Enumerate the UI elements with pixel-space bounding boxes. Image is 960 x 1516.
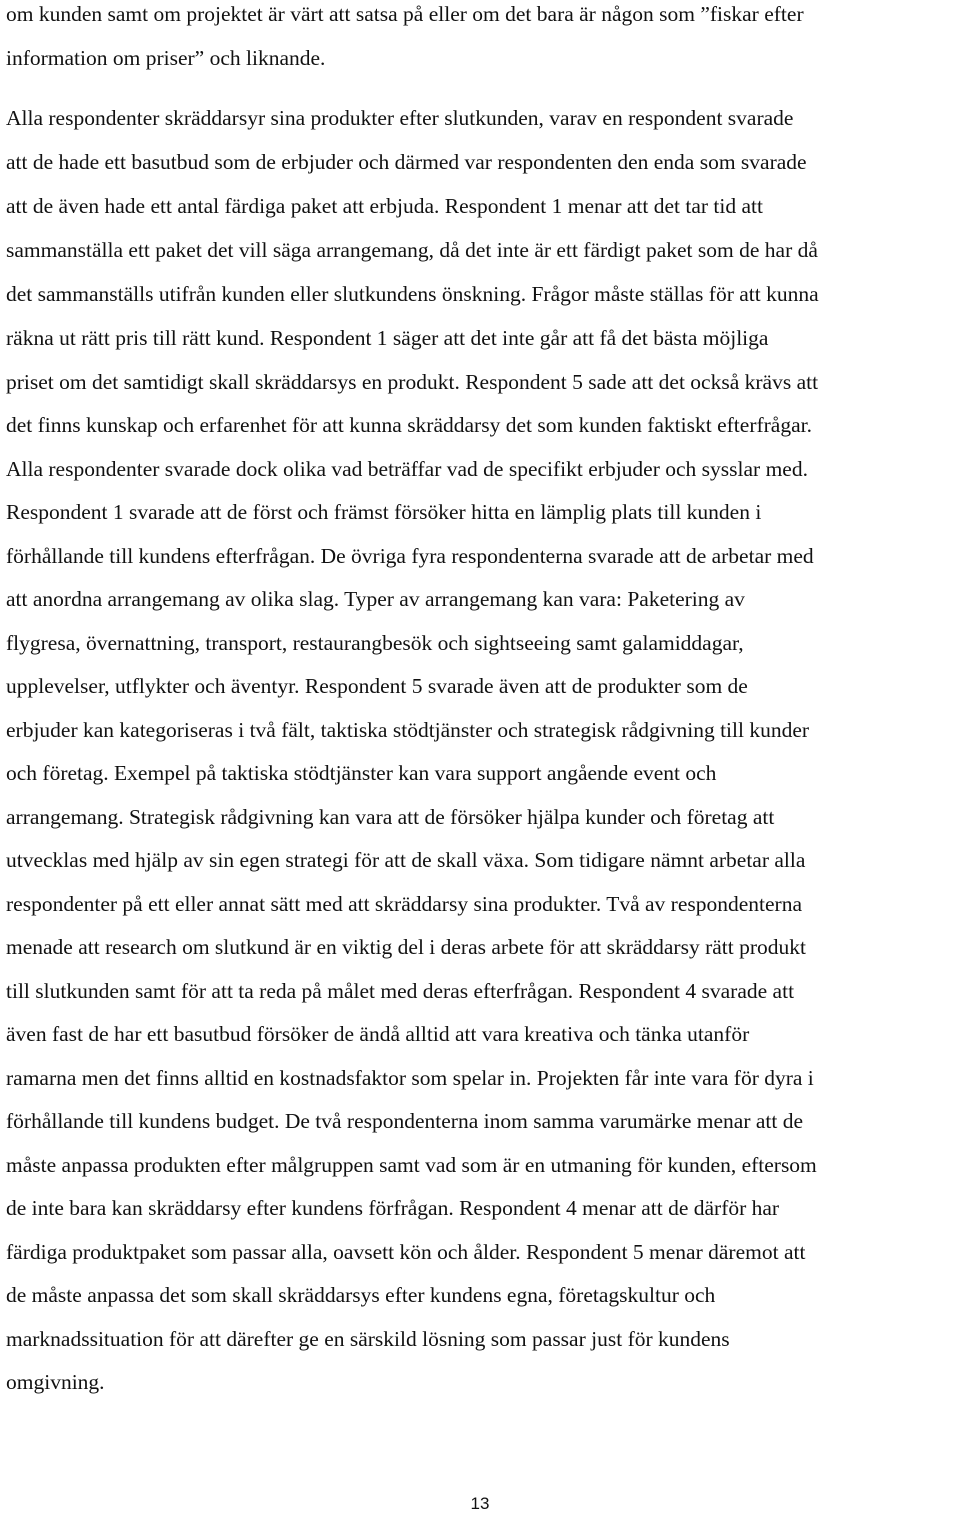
text-line: att de även hade ett antal färdiga paket att erbjuda. Respondent 1 menar att det tar tid att	[6, 194, 763, 218]
text-line: det sammanställs utifrån kunden eller slutkundens önskning. Frågor måste ställas för att kunna	[6, 282, 819, 306]
text-line: räkna ut rätt pris till rätt kund. Respondent 1 säger att det inte går att få det bästa möjliga	[6, 326, 769, 350]
text-line: att anordna arrangemang av olika slag. Typer av arrangemang kan vara: Paketering av	[6, 587, 745, 611]
text-line: och företag. Exempel på taktiska stödtjänster kan vara support angående event och	[6, 761, 717, 785]
text-line: sammanställa ett paket det vill säga arrangemang, då det inte är ett färdigt paket som de har då	[6, 238, 818, 262]
text-line: utvecklas med hjälp av sin egen strategi för att de skall växa. Som tidigare nämnt arbetar alla	[6, 848, 806, 872]
text-line: Respondent 1 svarade att de först och främst försöker hitta en lämplig plats till kunden i	[6, 500, 762, 524]
text-line: det finns kunskap och erfarenhet för att kunna skräddarsy det som kunden faktiskt efterfrågar.	[6, 413, 812, 437]
text-line: de inte bara kan skräddarsy efter kundens förfrågan. Respondent 4 menar att de därför har	[6, 1196, 780, 1220]
text-line: information om priser” och liknande.	[6, 46, 326, 70]
text-line: marknadssituation för att därefter ge en särskild lösning som passar just för kundens	[6, 1327, 730, 1351]
text-line: flygresa, övernattning, transport, restaurangbesök och sightseeing samt galamiddagar,	[6, 631, 744, 655]
text-line: upplevelser, utflykter och äventyr. Respondent 5 svarade även att de produkter som de	[6, 674, 748, 698]
text-line: Alla respondenter skräddarsyr sina produkter efter slutkunden, varav en respondent svarade	[6, 106, 794, 130]
text-line: ramarna men det finns alltid en kostnadsfaktor som spelar in. Projekten får inte vara för dyra i	[6, 1066, 814, 1090]
text-line: de måste anpassa det som skall skräddarsys efter kundens egna, företagskultur och	[6, 1283, 716, 1307]
text-line: Alla respondenter svarade dock olika vad beträffar vad de specifikt erbjuder och sysslar med.	[6, 457, 808, 481]
text-line: förhållande till kundens budget. De två respondenterna inom samma varumärke menar att de	[6, 1109, 804, 1133]
text-line: att de hade ett basutbud som de erbjuder och därmed var respondenten den enda som svarade	[6, 150, 807, 174]
text-line: respondenter på ett eller annat sätt med att skräddarsy sina produkter. Två av respondenterna	[6, 892, 803, 916]
text-line: om kunden samt om projektet är värt att satsa på eller om det bara är någon som ”fiskar efter	[6, 2, 804, 26]
text-line: arrangemang. Strategisk rådgivning kan vara att de försöker hjälpa kunder och företag att	[6, 805, 775, 829]
text-line: erbjuder kan kategoriseras i två fält, taktiska stödtjänster och strategisk rådgivning till kunder	[6, 718, 810, 742]
text-line: förhållande till kundens efterfrågan. De övriga fyra respondenterna svarade att de arbetar med	[6, 544, 814, 568]
page-number: 13	[470, 1494, 490, 1513]
text-line: färdiga produktpaket som passar alla, oavsett kön och ålder. Respondent 5 menar däremot att	[6, 1240, 806, 1264]
text-line: till slutkunden samt för att ta reda på målet med deras efterfrågan. Respondent 4 svarade att	[6, 979, 795, 1003]
text-line: omgivning.	[6, 1370, 105, 1394]
text-line: även fast de har ett basutbud försöker de ändå alltid att vara kreativa och tänka utanför	[6, 1022, 750, 1046]
text-line: måste anpassa produkten efter målgruppen samt vad som är en utmaning för kunden, eftersom	[6, 1153, 817, 1177]
text-line: menade att research om slutkund är en viktig del i deras arbete för att skräddarsy rätt produkt	[6, 935, 806, 959]
text-line: priset om det samtidigt skall skräddarsys en produkt. Respondent 5 sade att det också krävs att	[6, 370, 819, 394]
